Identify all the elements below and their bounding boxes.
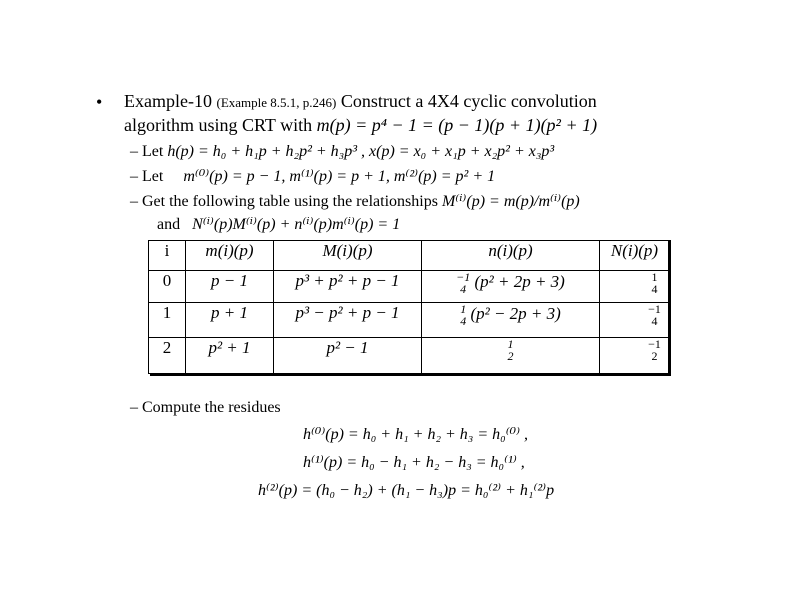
fraction (648, 338, 661, 362)
table-shadow-bottom (150, 373, 671, 376)
fraction (652, 271, 658, 295)
cell-i: 1 (149, 303, 186, 337)
table-row (149, 303, 670, 337)
fraction-denominator: 2 (651, 348, 658, 363)
fraction-numerator: 1 (507, 336, 514, 351)
bullet-marker: • (96, 92, 103, 112)
example-text-1: Construct a 4X4 cyclic convolution (340, 91, 597, 111)
header-M: M(i)(p) (274, 241, 422, 271)
m-factors: m⁽⁰⁾(p) = p − 1, m⁽¹⁾(p) = p + 1, m⁽²⁾(p) = p² + 1 (183, 168, 496, 185)
residue-equation-1: h⁽¹⁾(p) = h₀ − h₁ + h₂ − h₃ = h₀⁽¹⁾ , (303, 454, 525, 471)
fraction-denominator: 4 (460, 282, 467, 297)
residue-equation-2: h⁽²⁾(p) = (h₀ − h₂) + (h₁ − h₃)p = h₀⁽²⁾ + h₁⁽²⁾p (258, 482, 555, 499)
fraction (508, 338, 514, 362)
cell-n (422, 271, 600, 303)
fraction-numerator: 1 (460, 302, 467, 317)
cell-M: p³ − p² + p − 1 (274, 303, 422, 337)
cell-N (600, 271, 670, 303)
sub-item-residues (130, 399, 281, 417)
dash-marker: – (130, 399, 138, 416)
fraction (460, 303, 466, 327)
sub-item-text: Let (142, 168, 164, 185)
example-line-1 (124, 91, 597, 112)
header-n: n(i)(p) (422, 241, 600, 271)
cell-N (600, 303, 670, 337)
M-relationship: M⁽ⁱ⁾(p) = m(p)/m⁽ⁱ⁾(p) (441, 193, 580, 210)
fraction-numerator: −1 (648, 302, 661, 317)
sub-item-text: Get the following table using the relationships (142, 193, 438, 210)
cell-i: 0 (149, 271, 186, 303)
table-row (149, 271, 670, 303)
sub-item-let-m (130, 166, 495, 186)
fraction-numerator: 1 (651, 270, 658, 285)
sub-item-let-h (130, 143, 554, 161)
header-m: m(i)(p) (186, 241, 274, 271)
fraction-denominator: 4 (651, 314, 658, 329)
residue-equation-0: h⁽⁰⁾(p) = h₀ + h₁ + h₂ + h₃ = h₀⁽⁰⁾ , (303, 426, 528, 443)
dash-marker: – (130, 168, 138, 185)
fraction (456, 271, 470, 295)
cell-n-expression: (p² − 2p + 3) (470, 304, 561, 324)
example-reference: (Example 8.5.1, p.246) (216, 95, 337, 110)
table-header-row (149, 241, 670, 271)
sub-item-text: Let (142, 143, 164, 160)
bezout-identity: N⁽ⁱ⁾(p)M⁽ⁱ⁾(p) + n⁽ⁱ⁾(p)m⁽ⁱ⁾(p) = 1 (192, 216, 401, 233)
cell-m: p + 1 (186, 303, 274, 337)
cell-M: p² − 1 (274, 337, 422, 373)
cell-m: p² + 1 (186, 337, 274, 373)
fraction-denominator: 4 (460, 314, 467, 329)
cell-i: 2 (149, 337, 186, 373)
fraction-denominator: 4 (651, 282, 658, 297)
modulus-formula: m(p) = p⁴ − 1 = (p − 1)(p + 1)(p² + 1) (316, 115, 598, 135)
cell-M: p³ + p² + p − 1 (274, 271, 422, 303)
dash-marker: – (130, 193, 138, 210)
dash-marker: – (130, 143, 138, 160)
cell-N (600, 337, 670, 373)
cell-n (422, 303, 600, 337)
table-row (149, 337, 670, 373)
cell-m: p − 1 (186, 271, 274, 303)
cell-n-expression: (p² + 2p + 3) (474, 272, 565, 292)
fraction-numerator: −1 (648, 336, 661, 351)
sub-item-text: Compute the residues (142, 399, 281, 416)
sub-item-text: and (157, 216, 181, 233)
sub-item-and (157, 214, 400, 234)
example-line-2 (124, 115, 597, 136)
header-N: N(i)(p) (600, 241, 670, 271)
crt-table (148, 240, 670, 374)
fraction (648, 303, 661, 327)
fraction-denominator: 2 (507, 348, 514, 363)
table-shadow-right (668, 240, 671, 376)
header-i: i (149, 241, 186, 271)
h-x-polynomials: h(p) = h₀ + h₁p + h₂p² + h₃p³ , x(p) = x₀ + x₁p + x₂p² + x₃p³ (167, 143, 555, 160)
cell-n (422, 337, 600, 373)
sub-item-table-intro (130, 191, 580, 211)
fraction-numerator: −1 (456, 270, 471, 285)
example-label: Example-10 (124, 91, 212, 111)
example-text-2: algorithm using CRT with (124, 115, 313, 135)
